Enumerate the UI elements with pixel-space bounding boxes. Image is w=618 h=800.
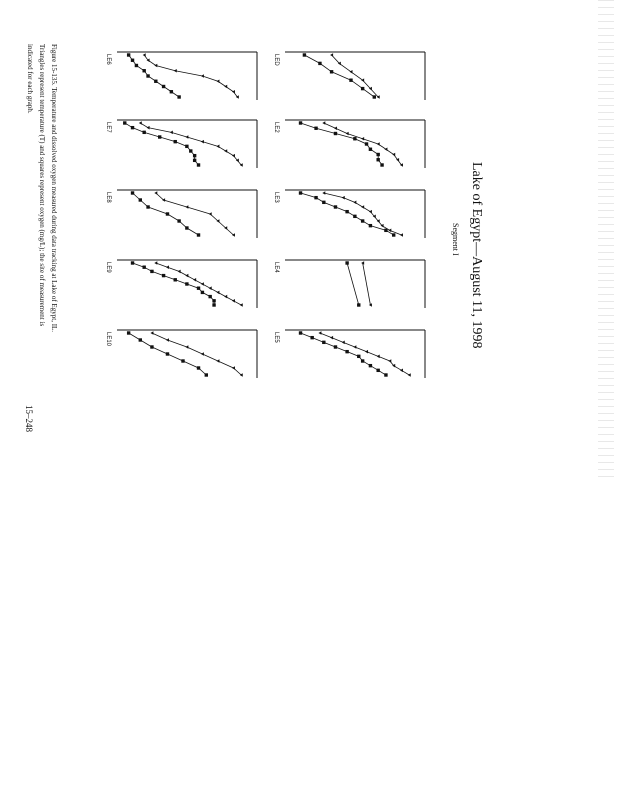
oxygen-series-line <box>301 123 383 165</box>
temperature-marker <box>224 295 227 299</box>
temperature-marker <box>342 341 345 345</box>
oxygen-marker <box>205 373 208 376</box>
chart-panel <box>273 52 425 100</box>
oxygen-marker <box>174 140 177 143</box>
temperature-marker <box>216 291 219 295</box>
oxygen-marker <box>197 163 200 166</box>
oxygen-series-line <box>125 123 199 165</box>
oxygen-marker <box>185 145 188 148</box>
oxygen-marker <box>197 287 200 290</box>
oxygen-marker <box>174 278 177 281</box>
oxygen-marker <box>345 210 348 213</box>
oxygen-marker <box>310 336 313 339</box>
chart-axis <box>117 52 257 100</box>
chart-axis <box>117 120 257 168</box>
oxygen-marker <box>303 53 306 56</box>
oxygen-marker <box>369 224 372 227</box>
oxygen-marker <box>123 121 126 124</box>
oxygen-marker <box>162 274 165 277</box>
segment-label: Segment I <box>451 223 460 256</box>
oxygen-marker <box>361 359 364 362</box>
oxygen-marker <box>166 212 169 215</box>
temperature-marker <box>322 121 325 125</box>
temperature-marker <box>318 331 321 335</box>
oxygen-series-line <box>133 193 199 235</box>
oxygen-marker <box>131 191 134 194</box>
oxygen-marker <box>212 303 215 306</box>
oxygen-marker <box>353 137 356 140</box>
temperature-marker <box>166 265 169 269</box>
temperature-series-line <box>320 333 409 375</box>
temperature-marker <box>209 286 212 290</box>
oxygen-marker <box>334 205 337 208</box>
oxygen-marker <box>369 148 372 151</box>
temperature-marker <box>334 126 337 130</box>
oxygen-marker <box>299 331 302 334</box>
oxygen-marker <box>380 163 383 166</box>
temperature-marker <box>330 53 333 57</box>
site-label: LE4 <box>273 262 279 273</box>
oxygen-marker <box>127 331 130 334</box>
oxygen-marker <box>197 233 200 236</box>
oxygen-marker <box>318 62 321 65</box>
temperature-marker <box>178 270 181 274</box>
temperature-marker <box>154 261 157 265</box>
chart-panel <box>273 190 425 238</box>
oxygen-marker <box>353 215 356 218</box>
temperature-marker <box>361 78 364 82</box>
oxygen-marker <box>146 205 149 208</box>
temperature-series-line <box>140 123 241 165</box>
temperature-marker <box>384 147 387 151</box>
oxygen-marker <box>392 233 395 236</box>
temperature-marker <box>143 53 146 57</box>
oxygen-marker <box>150 270 153 273</box>
temperature-marker <box>365 350 368 354</box>
temperature-marker <box>388 359 391 363</box>
chart-panel <box>105 52 257 100</box>
site-label: LE3 <box>273 192 279 203</box>
temperature-series-line <box>152 333 241 375</box>
oxygen-marker <box>314 196 317 199</box>
temperature-marker <box>193 278 196 282</box>
temperature-marker <box>353 201 356 205</box>
site-label: LE6 <box>105 54 111 65</box>
temperature-marker <box>185 135 188 139</box>
oxygen-marker <box>322 201 325 204</box>
temperature-marker <box>185 274 188 278</box>
chart-panel <box>105 260 257 308</box>
oxygen-marker <box>314 127 317 130</box>
temperature-marker <box>392 153 395 157</box>
oxygen-marker <box>197 366 200 369</box>
oxygen-marker <box>158 135 161 138</box>
temperature-marker <box>201 282 204 286</box>
temperature-marker <box>201 74 204 78</box>
temperature-marker <box>353 345 356 349</box>
oxygen-marker <box>193 154 196 157</box>
site-label: LE5 <box>273 332 279 343</box>
oxygen-marker <box>177 219 180 222</box>
chart-axis <box>285 190 425 238</box>
oxygen-marker <box>357 303 360 306</box>
site-label: LED <box>273 54 279 66</box>
site-label: LE8 <box>105 192 111 203</box>
oxygen-series-line <box>304 55 374 97</box>
oxygen-marker <box>369 364 372 367</box>
chart-panel <box>105 120 257 168</box>
temperature-marker <box>166 338 169 342</box>
temperature-series-line <box>363 263 371 305</box>
chart-axis <box>285 260 425 308</box>
oxygen-marker <box>142 69 145 72</box>
temperature-marker <box>216 359 219 363</box>
chart-panel <box>273 330 425 378</box>
temperature-marker <box>330 336 333 340</box>
oxygen-marker <box>154 80 157 83</box>
oxygen-marker <box>166 352 169 355</box>
oxygen-marker <box>208 295 211 298</box>
oxygen-marker <box>322 341 325 344</box>
temperature-marker <box>185 205 188 209</box>
temperature-marker <box>377 142 380 146</box>
oxygen-marker <box>146 74 149 77</box>
temperature-marker <box>232 299 235 303</box>
oxygen-marker <box>212 299 215 302</box>
oxygen-marker <box>330 70 333 73</box>
temperature-marker <box>322 191 325 195</box>
oxygen-marker <box>299 121 302 124</box>
temperature-marker <box>185 345 188 349</box>
temperature-marker <box>232 90 235 94</box>
temperature-marker <box>240 303 243 307</box>
oxygen-series-line <box>347 263 359 305</box>
temperature-series-line <box>144 55 237 97</box>
oxygen-marker <box>181 359 184 362</box>
oxygen-marker <box>142 131 145 134</box>
document-title: Lake of Egypt—August 11, 1998 <box>469 162 484 349</box>
oxygen-marker <box>162 85 165 88</box>
oxygen-marker <box>131 59 134 62</box>
oxygen-marker <box>193 159 196 162</box>
temperature-marker <box>408 373 411 377</box>
oxygen-marker <box>135 64 138 67</box>
temperature-marker <box>150 331 153 335</box>
oxygen-marker <box>185 282 188 285</box>
oxygen-marker <box>376 153 379 156</box>
chart-axis <box>285 330 425 378</box>
chart-panel <box>273 120 425 168</box>
site-label: LE9 <box>105 262 111 273</box>
temperature-marker <box>209 212 212 216</box>
temperature-marker <box>201 140 204 144</box>
temperature-marker <box>170 131 173 135</box>
page-number: 15–248 <box>24 405 34 432</box>
oxygen-marker <box>345 350 348 353</box>
oxygen-marker <box>299 191 302 194</box>
oxygen-marker <box>345 261 348 264</box>
temperature-marker <box>154 64 157 68</box>
oxygen-marker <box>201 291 204 294</box>
temperature-series-line <box>332 55 379 97</box>
temperature-marker <box>346 132 349 136</box>
temperature-marker <box>400 233 403 237</box>
oxygen-marker <box>384 229 387 232</box>
oxygen-marker <box>185 226 188 229</box>
chart-panel <box>105 190 257 238</box>
temperature-marker <box>201 352 204 356</box>
temperature-marker <box>400 369 403 373</box>
temperature-marker <box>350 70 353 74</box>
oxygen-marker <box>170 90 173 93</box>
oxygen-marker <box>365 142 368 145</box>
oxygen-marker <box>142 266 145 269</box>
temperature-marker <box>361 137 364 141</box>
site-label: LE7 <box>105 122 111 133</box>
chart-panel <box>273 260 425 308</box>
chart-panel <box>105 330 257 378</box>
temperature-marker <box>216 79 219 83</box>
oxygen-marker <box>139 198 142 201</box>
oxygen-marker <box>334 345 337 348</box>
temperature-series-line <box>156 263 241 305</box>
oxygen-marker <box>376 369 379 372</box>
temperature-marker <box>361 205 364 209</box>
temperature-marker <box>377 355 380 359</box>
oxygen-marker <box>177 95 180 98</box>
site-label: LE2 <box>273 122 279 133</box>
temperature-marker <box>224 149 227 153</box>
oxygen-marker <box>361 87 364 90</box>
oxygen-marker <box>139 338 142 341</box>
oxygen-marker <box>131 126 134 129</box>
temperature-marker <box>342 196 345 200</box>
oxygen-marker <box>131 261 134 264</box>
temperature-marker <box>154 191 157 195</box>
temperature-marker <box>232 366 235 370</box>
oxygen-marker <box>127 53 130 56</box>
temperature-series-line <box>324 193 402 235</box>
oxygen-marker <box>189 149 192 152</box>
temperature-marker <box>224 85 227 89</box>
temperature-marker <box>174 69 177 73</box>
temperature-marker <box>232 154 235 158</box>
oxygen-marker <box>376 158 379 161</box>
oxygen-marker <box>334 132 337 135</box>
temperature-marker <box>369 210 372 214</box>
oxygen-marker <box>357 355 360 358</box>
chart-axis <box>285 52 425 100</box>
oxygen-marker <box>384 373 387 376</box>
temperature-marker <box>139 121 142 125</box>
oxygen-marker <box>361 219 364 222</box>
oxygen-marker <box>150 345 153 348</box>
temperature-series-line <box>324 123 402 165</box>
oxygen-marker <box>349 79 352 82</box>
chart-axis <box>285 120 425 168</box>
chart-axis <box>117 190 257 238</box>
temperature-marker <box>216 145 219 149</box>
figure-caption: Figure 15-135. Temperature and dissolved oxygen measured during data tracking at Lake of Egypt, IL. Triangles represent temperature (T) and squares represent oxygen (mg/L); the site of measurement is indicated for each graph. <box>26 44 58 333</box>
oxygen-marker <box>373 95 376 98</box>
site-label: LE10 <box>105 332 111 347</box>
temperature-marker <box>147 126 150 130</box>
